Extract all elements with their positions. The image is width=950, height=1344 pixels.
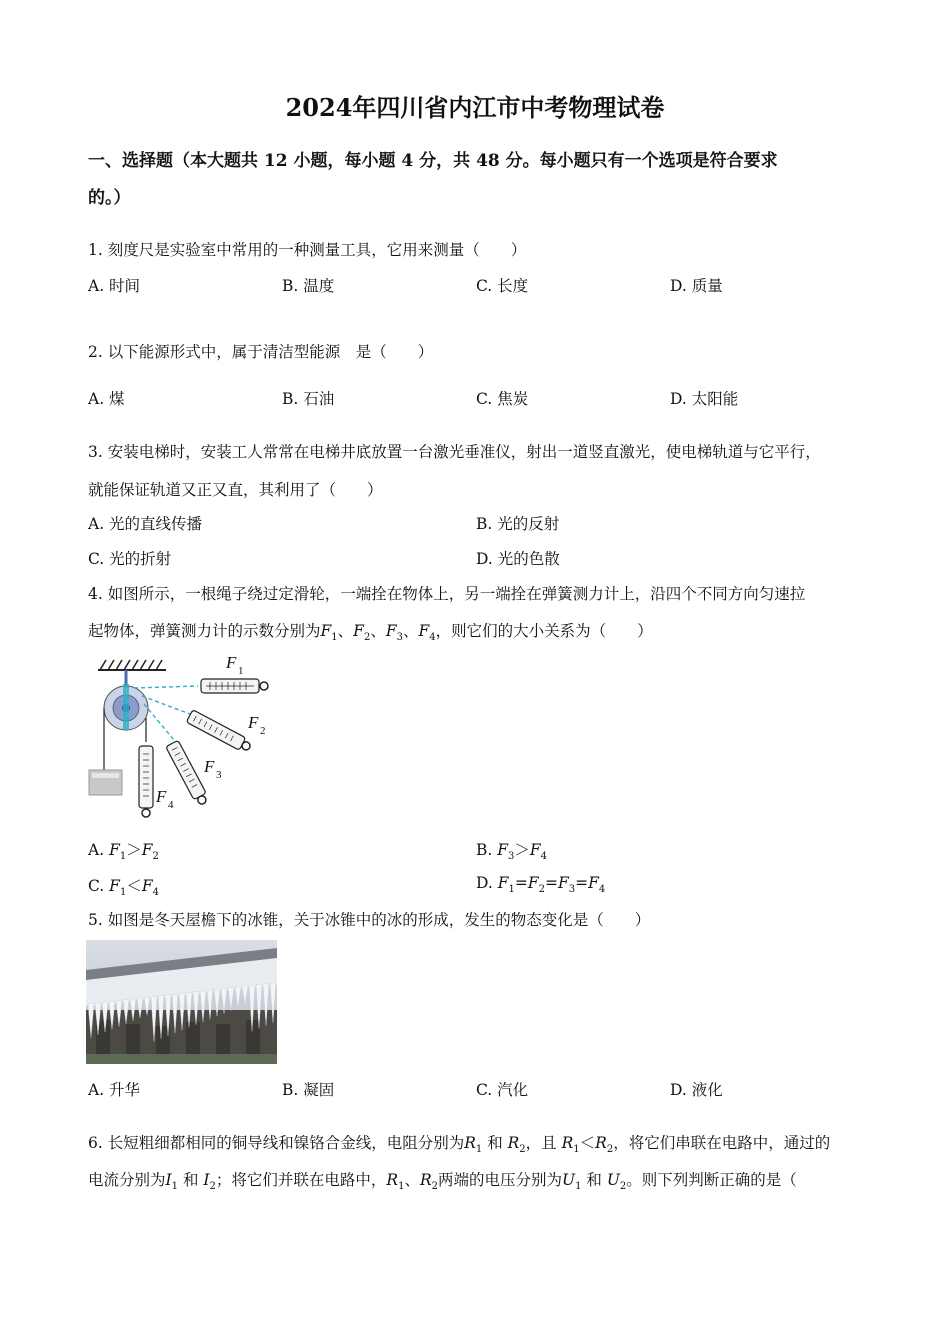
question-3-stem-line2: 就能保证轨道又正又直，其利用了（ ） bbox=[88, 481, 383, 499]
ceiling-hatch bbox=[100, 660, 162, 670]
q4-option-d: D. $F_1=F_2=F_3=F_4$ bbox=[476, 874, 606, 896]
q3-option-a: A. 光的直线传播 bbox=[88, 515, 203, 533]
question-6-stem-line1: 6. 长短粗细都相同的铜导线和镍铬合金线，电阻分别为$R_1$ 和 $R_2$，且 $R_1<R_2$，将它们串联在电路中，通过的 bbox=[88, 1134, 831, 1156]
label-f3: F bbox=[204, 757, 215, 776]
q6-line2-b: ；将它们并联在电路中， bbox=[215, 1171, 387, 1189]
q5-option-a: A. 升华 bbox=[88, 1081, 141, 1099]
q6-line2-c: 两端的电压分别为 bbox=[438, 1171, 563, 1189]
label-f4-sub: 4 bbox=[168, 799, 174, 811]
q2-option-d: D. 太阳能 bbox=[670, 390, 739, 408]
q6-line1-b: ，将它们串联在电路中，通过的 bbox=[613, 1134, 831, 1152]
q1-option-a: A. 时间 bbox=[88, 277, 141, 295]
label-f2-sub: 2 bbox=[260, 725, 266, 737]
label-f3-sub: 3 bbox=[216, 769, 222, 781]
q4-option-a: A. $F_1>F_2$ bbox=[88, 841, 159, 863]
label-f4: F bbox=[156, 787, 167, 806]
question-6-stem-line2: 电流分别为$I_1$ 和 $I_2$；将它们并联在电路中，$R_1$、$R_2$两端的电压分别为$U_1$ 和 $U_2$。则下列判断正确的是（ bbox=[88, 1171, 797, 1193]
q4-option-c: C. $F_1<F_4$ bbox=[88, 877, 159, 899]
pulley-bracket bbox=[123, 684, 129, 730]
q4-option-b: B. $F_3>F_4$ bbox=[476, 841, 548, 863]
q2-option-c: C. 焦炭 bbox=[476, 390, 529, 408]
q1-option-d: D. 质量 bbox=[670, 277, 723, 295]
spring-scale-f1 bbox=[201, 679, 268, 693]
pulley-spring-scale-figure bbox=[86, 648, 286, 823]
question-5-stem: 5. 如图是冬天屋檐下的冰锥，关于冰锥中的冰的形成，发生的物态变化是（ ） bbox=[88, 911, 651, 929]
q6-line2-d: 。则下列判断正确的是（ bbox=[626, 1171, 797, 1189]
q6-line1-a: 6. 长短粗细都相同的铜导线和镍铬合金线，电阻分别为 bbox=[88, 1134, 465, 1152]
q3-option-c: C. 光的折射 bbox=[88, 550, 172, 568]
q5-option-b: B. 凝固 bbox=[282, 1081, 335, 1099]
section-heading-line1: 一、选择题（本大题共 12 小题，每小题 4 分，共 48 分。每小题只有一个选项是符合要求 bbox=[88, 151, 778, 171]
q3-option-d: D. 光的色散 bbox=[476, 550, 560, 568]
q2-option-b: B. 石油 bbox=[282, 390, 335, 408]
q5-option-d: D. 液化 bbox=[670, 1081, 723, 1099]
spring-scale-f4 bbox=[139, 746, 153, 817]
question-4-stem-line1: 4. 如图所示，一根绳子绕过定滑轮，一端拴在物体上，另一端拴在弹簧测力计上，沿四个不同方向匀速拉 bbox=[88, 585, 806, 603]
label-f1-sub: 1 bbox=[238, 665, 244, 677]
question-4-stem-line2: 起物体，弹簧测力计的示数分别为$F_1$、$F_2$、$F_3$、$F_4$，则它们的大小关系为（ ） bbox=[88, 622, 653, 644]
q1-option-b: B. 温度 bbox=[282, 277, 335, 295]
label-f2: F bbox=[248, 713, 259, 732]
page-title: 2024年四川省内江市中考物理试卷 bbox=[285, 93, 665, 122]
question-3-stem-line1: 3. 安装电梯时，安装工人常常在电梯井底放置一台激光垂准仪，射出一道竖直激光，使电梯轨道与它平行， bbox=[88, 443, 821, 461]
question-1-stem: 1. 刻度尺是实验室中常用的一种测量工具，它用来测量（ ） bbox=[88, 241, 527, 259]
q3-option-b: B. 光的反射 bbox=[476, 515, 560, 533]
spring-scale-f2 bbox=[186, 710, 253, 754]
icicle-photo bbox=[86, 940, 277, 1064]
question-2-stem: 2. 以下能源形式中，属于清洁型能源 是（ ） bbox=[88, 343, 434, 361]
section-heading-line2: 的。） bbox=[88, 188, 131, 208]
q4-stem-prefix: 起物体，弹簧测力计的示数分别为 bbox=[88, 622, 321, 640]
q4-stem-suffix: ，则它们的大小关系为（ ） bbox=[435, 622, 653, 640]
q6-line2-a: 电流分别为 bbox=[88, 1171, 166, 1189]
weight-highlight bbox=[92, 773, 119, 778]
q5-option-c: C. 汽化 bbox=[476, 1081, 529, 1099]
q2-option-a: A. 煤 bbox=[88, 390, 125, 408]
label-f1: F bbox=[226, 653, 237, 672]
q1-option-c: C. 长度 bbox=[476, 277, 529, 295]
